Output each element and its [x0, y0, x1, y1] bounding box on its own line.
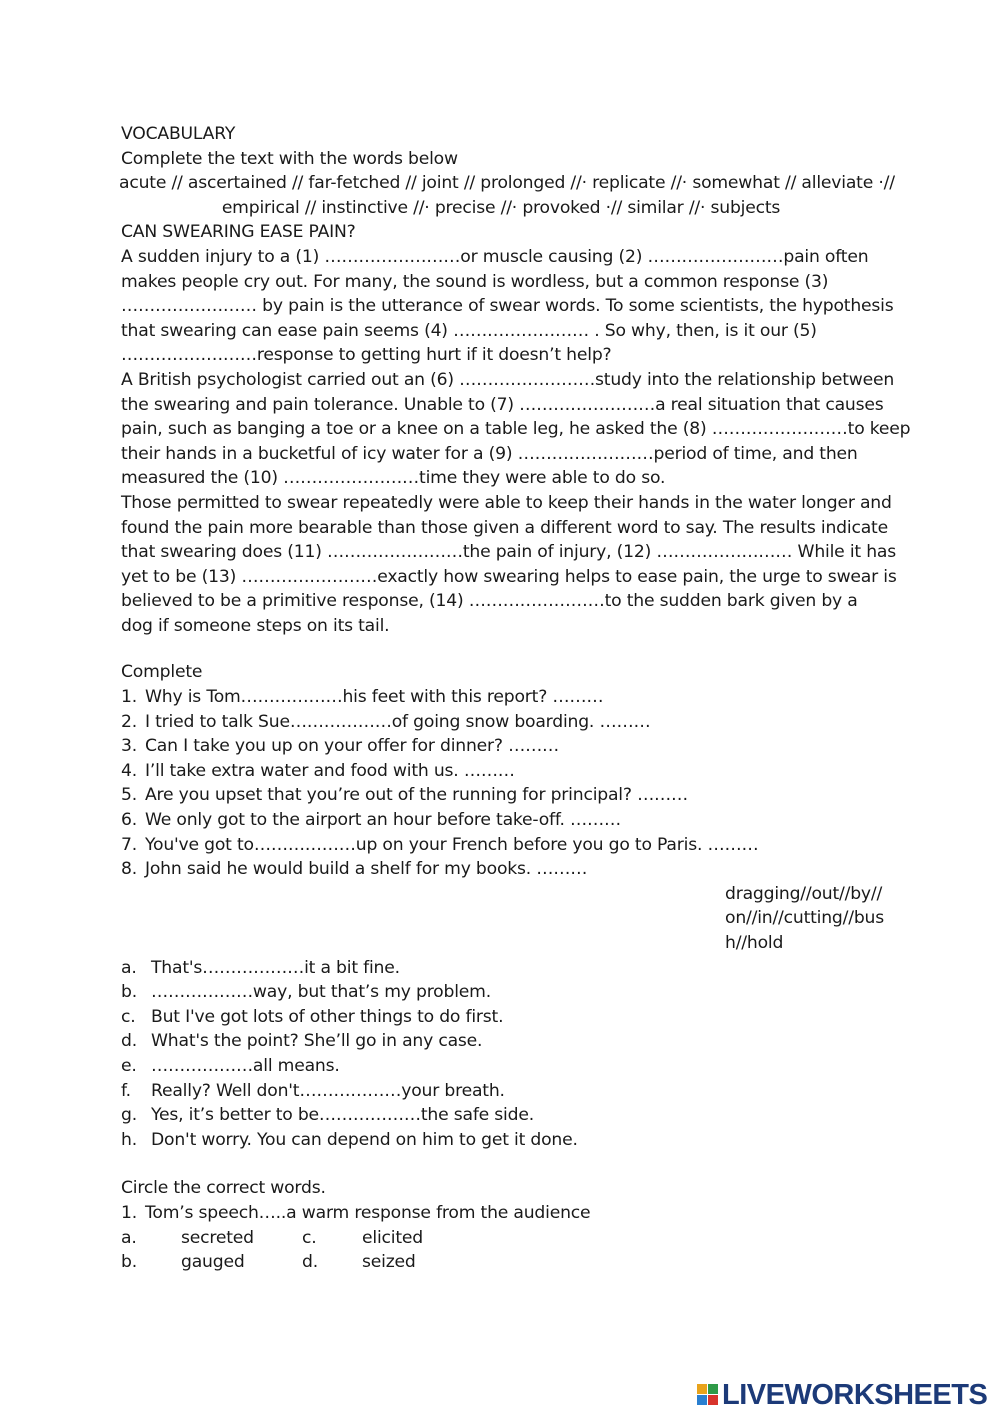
- spacer: [121, 638, 881, 660]
- paragraph-line: A British psychologist carried out an (6) ……………………study into the relationship between: [121, 369, 895, 390]
- complete-list: [121, 685, 881, 882]
- list-item: a. That's………………it a bit fine.: [121, 957, 400, 978]
- list-item: 1. Why is Tom………………his feet with this report? ………: [121, 687, 604, 708]
- question-item: 1. Tom’s speech…..a warm response from the audience: [121, 1202, 591, 1223]
- option-letter: a.: [121, 1227, 137, 1248]
- spacer: [121, 1152, 881, 1176]
- list-item: 8. John said he would build a shelf for my books. ………: [121, 859, 588, 880]
- worksheet-content: [119, 122, 911, 1275]
- paragraph-line: dog if someone steps on its tail.: [121, 615, 390, 636]
- paragraph-line: found the pain more bearable than those given a different word to say. The results indicate: [121, 517, 888, 538]
- paragraph-2: [121, 368, 911, 491]
- option-letter: b.: [121, 1252, 137, 1273]
- word-bank-line-2: empirical // instinctive //· precise //· provoked ·// similar //· subjects: [221, 197, 781, 218]
- list-item: 3. Can I take you up on your offer for dinner? ………: [121, 736, 560, 757]
- paragraph-line: that swearing does (11) ……………………the pain of injury, (12) …………………… While it has: [121, 542, 896, 563]
- instruction-text: Complete the text with the words below: [121, 148, 458, 169]
- paragraph-line: …………………… by pain is the utterance of swear words. To some scientists, the hypothesis: [121, 296, 894, 317]
- complete-heading: Complete: [121, 662, 203, 683]
- logo-square: [708, 1384, 718, 1394]
- option-row: [121, 1250, 881, 1275]
- list-item: d. What's the point? She’ll go in any case.: [121, 1031, 483, 1052]
- list-item: 4. I’ll take extra water and food with us. ………: [121, 760, 515, 781]
- list-item: 7. You've got to………………up on your French before you go to Paris. ………: [121, 834, 759, 855]
- word-bank-line-1: acute // ascertained // far-fetched // joint // prolonged //· replicate //· somewhat // alleviate ·//: [119, 173, 895, 194]
- article-title: CAN SWEARING EASE PAIN?: [121, 222, 356, 243]
- circle-heading: Circle the correct words.: [121, 1178, 326, 1199]
- list-item: g. Yes, it’s better to be………………the safe side.: [121, 1105, 534, 1126]
- list-item: 5. Are you upset that you’re out of the running for principal? ………: [121, 785, 689, 806]
- list-item: c. But I've got lots of other things to do first.: [121, 1006, 504, 1027]
- option-word[interactable]: secreted: [181, 1227, 254, 1248]
- list-item: 2. I tried to talk Sue………………of going snow boarding. ………: [121, 711, 651, 732]
- vocabulary-heading: VOCABULARY: [121, 124, 236, 144]
- responses-list: [121, 956, 881, 1153]
- paragraph-line: ……………………response to getting hurt if it doesn’t help?: [121, 345, 612, 366]
- option-letter: d.: [302, 1252, 318, 1273]
- list-item: h. Don't worry. You can depend on him to get it done.: [121, 1129, 578, 1150]
- paragraph-line: that swearing can ease pain seems (4) …………………… . So why, then, is it our (5): [121, 320, 817, 341]
- option-letter: c.: [302, 1227, 317, 1248]
- logo-square: [697, 1395, 707, 1405]
- paragraph-line: yet to be (13) ……………………exactly how swearing helps to ease pain, the urge to swear is: [121, 566, 897, 587]
- option-word[interactable]: gauged: [181, 1252, 245, 1273]
- list-item: 6. We only got to the airport an hour before take-off. ………: [121, 810, 621, 831]
- paragraph-line: believed to be a primitive response, (14) ……………………to the sudden bark given by a: [121, 591, 858, 612]
- list-item: f. Really? Well don't………………your breath.: [121, 1080, 505, 1101]
- logo-square: [697, 1384, 707, 1394]
- paragraph-line: Those permitted to swear repeatedly were able to keep their hands in the water longer and: [121, 492, 892, 513]
- word-box: dragging//out//by//on//in//cutting//bush//hold: [725, 883, 884, 953]
- paragraph-line: their hands in a bucketful of icy water for a (9) ……………………period of time, and then: [121, 443, 858, 464]
- liveworksheets-logo: [697, 1380, 987, 1410]
- logo-square: [708, 1395, 718, 1405]
- option-word[interactable]: elicited: [362, 1227, 423, 1248]
- list-item: e. ………………all means.: [121, 1055, 340, 1076]
- paragraph-1: [121, 245, 894, 368]
- option-row: [121, 1226, 881, 1251]
- paragraph-line: A sudden injury to a (1) ……………………or muscle causing (2) ……………………pain often: [121, 246, 869, 267]
- paragraph-line: pain, such as banging a toe or a knee on a table leg, he asked the (8) ……………………to keep: [121, 419, 911, 440]
- paragraph-line: makes people cry out. For many, the sound is wordless, but a common response (3): [121, 271, 829, 292]
- list-item: b. ………………way, but that’s my problem.: [121, 982, 491, 1003]
- paragraph-line: the swearing and pain tolerance. Unable to (7) ……………………a real situation that causes: [121, 394, 884, 415]
- paragraph-3: [121, 491, 897, 639]
- logo-text: LIVEWORKSHEETS: [722, 1378, 988, 1411]
- paragraph-line: measured the (10) ……………………time they were able to do so.: [121, 468, 666, 489]
- logo-mark-icon: [697, 1384, 719, 1406]
- option-word[interactable]: seized: [362, 1252, 416, 1273]
